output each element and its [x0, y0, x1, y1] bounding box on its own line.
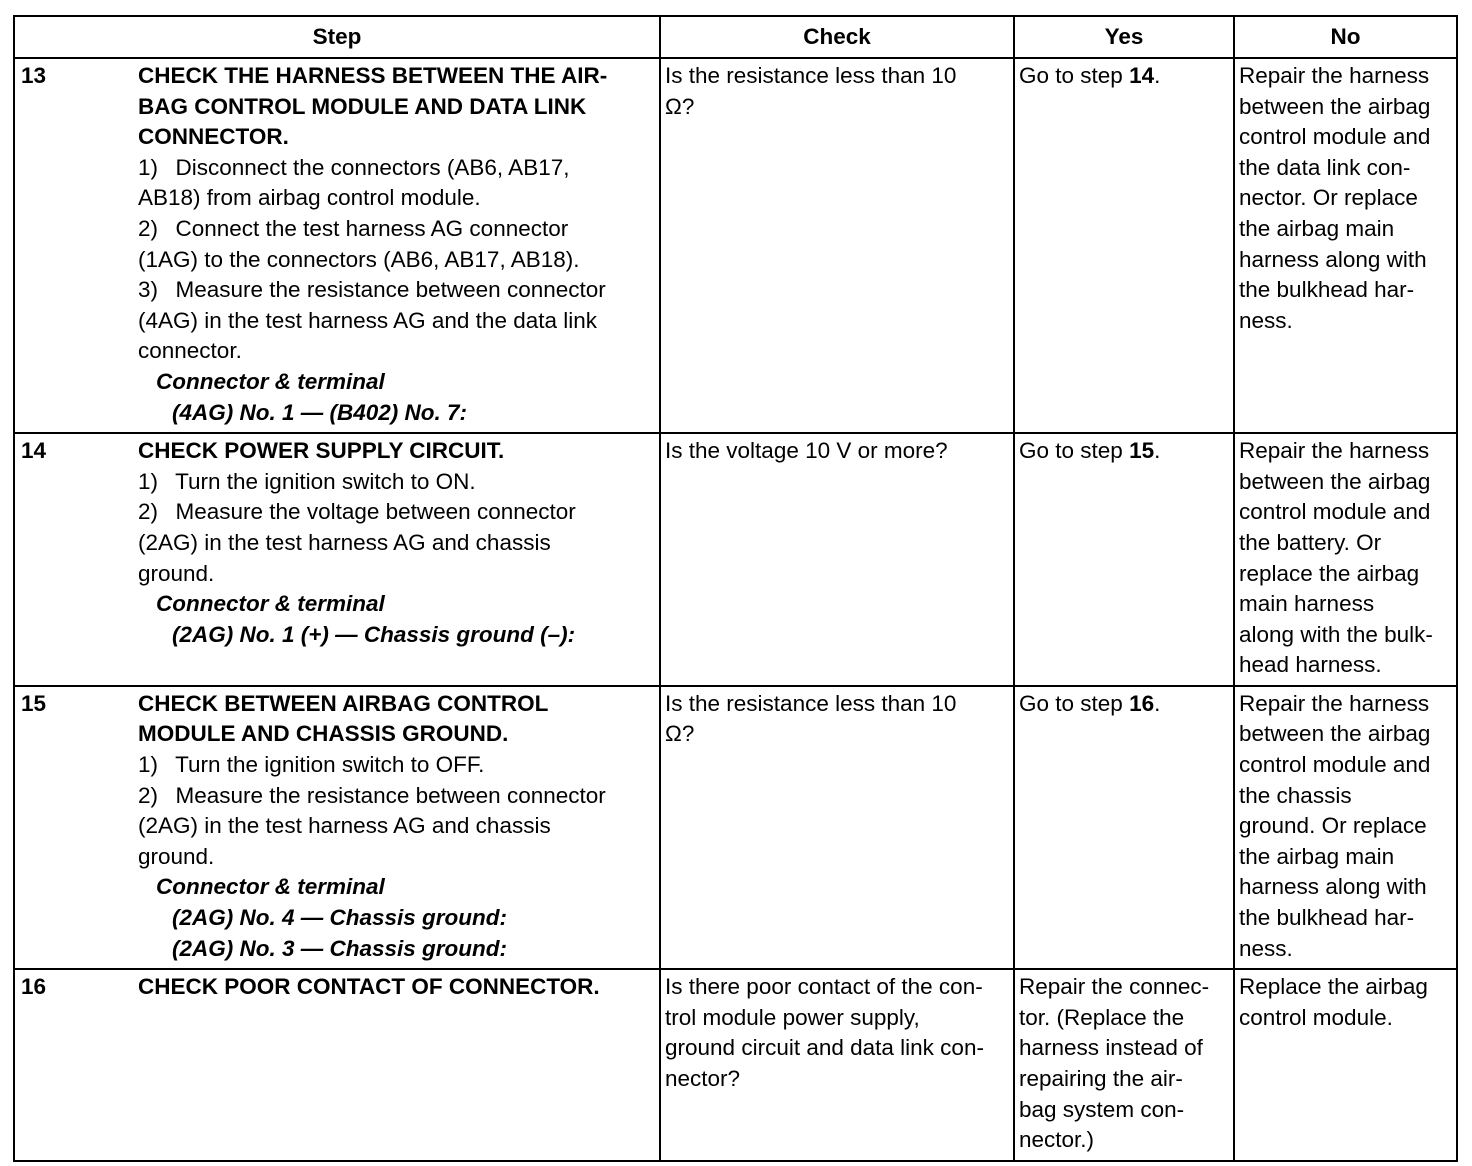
header-step: Step — [14, 16, 660, 58]
yes-prefix: Go to step — [1019, 63, 1130, 88]
step-instruction: connector. — [138, 338, 242, 364]
step-instruction: 2) Connect the test harness AG connector — [138, 215, 569, 241]
connector-terminal-label: Connector & terminal — [156, 874, 385, 900]
step-description — [134, 433, 660, 686]
check-text: Is there poor contact of the con- — [665, 974, 983, 1000]
yes-text — [1019, 61, 1229, 92]
check-cell — [660, 58, 1014, 433]
step-number: 13 — [14, 58, 134, 433]
check-text: Ω? — [665, 93, 695, 119]
connector-terminal-value: (4AG) No. 1 — (B402) No. 7: — [172, 399, 468, 425]
no-text: ground. Or replace — [1239, 813, 1427, 839]
yes-cell — [1014, 433, 1234, 686]
no-text: the chassis — [1239, 782, 1352, 808]
header-check: Check — [660, 16, 1014, 58]
no-text: the bulkhead har- — [1239, 905, 1415, 931]
step-instruction: 3) Measure the resistance between connector — [138, 277, 606, 303]
no-text: Replace the airbag — [1239, 974, 1428, 1000]
yes-cell — [1014, 58, 1234, 433]
step-instruction: 1) Turn the ignition switch to OFF. — [138, 752, 485, 778]
step-title: CHECK POOR CONTACT OF CONNECTOR. — [138, 974, 600, 1000]
no-text: main harness — [1239, 591, 1375, 617]
step-instruction: AB18) from airbag control module. — [138, 185, 481, 211]
no-text: control module and — [1239, 124, 1431, 150]
no-text: harness along with — [1239, 874, 1427, 900]
step-description — [134, 969, 660, 1161]
no-cell — [1234, 969, 1457, 1161]
yes-cell — [1014, 969, 1234, 1161]
table-row — [14, 969, 1457, 1161]
no-text: head harness. — [1239, 652, 1382, 678]
yes-suffix: . — [1154, 690, 1161, 716]
step-number: 14 — [14, 433, 134, 686]
no-text: Repair the harness — [1239, 63, 1430, 88]
no-text: nector. Or replace — [1239, 185, 1418, 211]
no-text: between the airbag — [1239, 721, 1431, 747]
step-title: BAG CONTROL MODULE AND DATA LINK — [138, 93, 587, 119]
no-text: the airbag main — [1239, 215, 1395, 241]
yes-text: nector.) — [1019, 1127, 1095, 1153]
yes-cell — [1014, 686, 1234, 969]
check-cell — [660, 686, 1014, 969]
no-text: replace the airbag — [1239, 560, 1420, 586]
check-text: nector? — [665, 1066, 741, 1091]
no-text: the bulkhead har- — [1239, 277, 1415, 303]
yes-step-link: 16 — [1129, 690, 1155, 716]
check-text: trol module power supply, — [665, 1004, 920, 1030]
check-text: Is the resistance less than 10 — [665, 690, 957, 716]
yes-text: tor. (Replace the — [1019, 1004, 1185, 1030]
step-instruction: (2AG) in the test harness AG and chassis — [138, 813, 551, 839]
no-text: Repair the harness — [1239, 690, 1430, 716]
connector-terminal-label: Connector & terminal — [156, 591, 385, 617]
check-text: Is the resistance less than 10 — [665, 63, 957, 88]
step-instruction: 2) Measure the voltage between connector — [138, 499, 576, 525]
connector-terminal-value: (2AG) No. 1 (+) — Chassis ground (–): — [172, 621, 576, 647]
diagnostic-table — [13, 15, 1458, 1162]
yes-text: Repair the connec- — [1019, 974, 1210, 1000]
yes-suffix: . — [1154, 438, 1161, 464]
no-text: the battery. Or — [1239, 529, 1382, 555]
header-row — [14, 16, 1457, 58]
header-no: No — [1234, 16, 1457, 58]
yes-text — [1019, 436, 1229, 467]
yes-text: harness instead of — [1019, 1035, 1203, 1061]
no-text: control module and — [1239, 499, 1431, 525]
step-instruction: 1) Turn the ignition switch to ON. — [138, 468, 476, 494]
step-title: CHECK BETWEEN AIRBAG CONTROL — [138, 690, 549, 716]
header-yes: Yes — [1014, 16, 1234, 58]
check-cell — [660, 969, 1014, 1161]
step-title: CONNECTOR. — [138, 124, 289, 150]
step-description — [134, 686, 660, 969]
step-instruction: ground. — [138, 560, 215, 586]
check-text: Is the voltage 10 V or more? — [665, 438, 948, 464]
step-instruction: (1AG) to the connectors (AB6, AB17, AB18). — [138, 246, 580, 272]
connector-terminal-value: (2AG) No. 4 — Chassis ground: — [172, 905, 508, 931]
step-number: 15 — [14, 686, 134, 969]
yes-prefix: Go to step — [1019, 438, 1130, 464]
no-text: between the airbag — [1239, 93, 1431, 119]
no-text: control module and — [1239, 752, 1431, 778]
connector-terminal-label: Connector & terminal — [156, 368, 385, 394]
table-row — [14, 686, 1457, 969]
yes-step-link: 14 — [1129, 63, 1155, 88]
check-cell — [660, 433, 1014, 686]
table-row — [14, 433, 1457, 686]
yes-suffix: . — [1154, 63, 1161, 88]
yes-text — [1019, 689, 1229, 720]
step-number: 16 — [14, 969, 134, 1161]
step-description — [134, 58, 660, 433]
yes-text: bag system con- — [1019, 1096, 1185, 1122]
step-instruction: 1) Disconnect the connectors (AB6, AB17, — [138, 154, 570, 180]
step-title: CHECK POWER SUPPLY CIRCUIT. — [138, 438, 505, 464]
no-text: along with the bulk- — [1239, 621, 1433, 647]
table-row — [14, 58, 1457, 433]
yes-step-link: 15 — [1129, 438, 1155, 464]
no-cell — [1234, 686, 1457, 969]
no-text: between the airbag — [1239, 468, 1431, 494]
no-text: harness along with — [1239, 246, 1427, 272]
no-cell — [1234, 58, 1457, 433]
check-text: Ω? — [665, 721, 695, 747]
no-cell — [1234, 433, 1457, 686]
step-instruction: ground. — [138, 843, 215, 869]
connector-terminal-value: (2AG) No. 3 — Chassis ground: — [172, 935, 508, 961]
step-title: MODULE AND CHASSIS GROUND. — [138, 721, 509, 747]
step-instruction: 2) Measure the resistance between connector — [138, 782, 606, 808]
no-text: ness. — [1239, 307, 1293, 333]
no-text: ness. — [1239, 935, 1293, 961]
step-instruction: (2AG) in the test harness AG and chassis — [138, 529, 551, 555]
no-text: the airbag main — [1239, 843, 1395, 869]
step-instruction: (4AG) in the test harness AG and the data link — [138, 307, 598, 333]
check-text: ground circuit and data link con- — [665, 1035, 984, 1061]
no-text: Repair the harness — [1239, 438, 1430, 464]
yes-text: repairing the air- — [1019, 1066, 1183, 1091]
no-text: the data link con- — [1239, 154, 1411, 180]
yes-prefix: Go to step — [1019, 690, 1130, 716]
no-text: control module. — [1239, 1004, 1393, 1030]
step-title: CHECK THE HARNESS BETWEEN THE AIR- — [138, 63, 608, 88]
